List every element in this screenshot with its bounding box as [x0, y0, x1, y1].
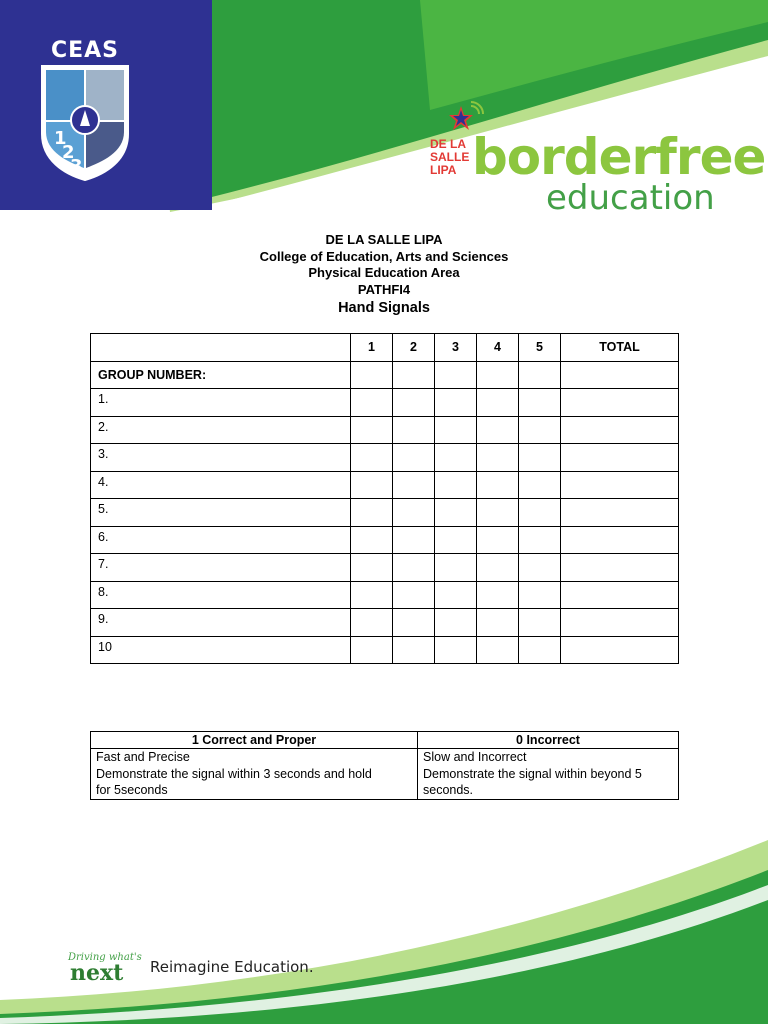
table-row [91, 581, 679, 609]
score-cell[interactable] [477, 361, 519, 389]
score-cell[interactable] [435, 361, 477, 389]
score-cell[interactable] [435, 609, 477, 637]
score-cell[interactable] [351, 389, 393, 417]
row-label: 7. [91, 554, 351, 582]
table-row [91, 389, 679, 417]
document-title: Hand Signals [338, 300, 430, 316]
score-cell[interactable] [477, 499, 519, 527]
score-cell[interactable] [393, 526, 435, 554]
total-cell[interactable] [561, 554, 679, 582]
score-cell[interactable] [435, 444, 477, 472]
score-cell[interactable] [393, 471, 435, 499]
score-cell[interactable] [351, 526, 393, 554]
course-code: PATHFI4 [357, 281, 411, 297]
row-label: 3. [91, 444, 351, 472]
total-cell[interactable] [561, 609, 679, 637]
score-cell[interactable] [393, 499, 435, 527]
score-cell[interactable] [351, 471, 393, 499]
ceas-logo [30, 38, 140, 188]
table-row [91, 471, 679, 499]
college-name: College of Education, Arts and Sciences [259, 248, 509, 264]
rubric-header-correct: 1 Correct and Proper [91, 732, 418, 749]
score-cell[interactable] [393, 416, 435, 444]
score-cell[interactable] [393, 444, 435, 472]
rubric-text: Demonstrate the signal within 3 seconds and hold [96, 766, 372, 781]
rubric-text: for 5seconds [96, 783, 168, 797]
table-row [91, 636, 679, 664]
score-cell[interactable] [519, 609, 561, 637]
score-cell[interactable] [435, 526, 477, 554]
score-table-header-row [91, 334, 679, 362]
rubric-correct-description [91, 749, 418, 800]
score-cell[interactable] [435, 416, 477, 444]
score-cell[interactable] [519, 471, 561, 499]
row-label: 6. [91, 526, 351, 554]
row-label: 9. [91, 609, 351, 637]
score-cell[interactable] [519, 526, 561, 554]
rubric-header-incorrect: 0 Incorrect [418, 732, 679, 749]
header-cell-1: 1 [351, 334, 393, 362]
rubric-incorrect-description [418, 749, 679, 800]
rubric-body-row [91, 749, 679, 800]
score-cell[interactable] [435, 499, 477, 527]
score-cell[interactable] [519, 581, 561, 609]
svg-text:3: 3 [70, 156, 83, 177]
driving-whats-text: Driving what's [68, 952, 142, 963]
score-cell[interactable] [519, 416, 561, 444]
footer-branding [68, 952, 328, 986]
total-cell[interactable] [561, 471, 679, 499]
score-cell[interactable] [393, 609, 435, 637]
ceas-title: CEAS [50, 38, 120, 63]
borderfree-wordmark: borderfree [472, 128, 766, 186]
group-number-row [91, 361, 679, 389]
row-label: 4. [91, 471, 351, 499]
score-cell[interactable] [393, 361, 435, 389]
score-cell[interactable] [519, 389, 561, 417]
header-cell-4: 4 [477, 334, 519, 362]
total-cell[interactable] [561, 416, 679, 444]
row-label: 1. [91, 389, 351, 417]
score-cell[interactable] [351, 554, 393, 582]
header-cell-blank [91, 334, 351, 362]
score-cell[interactable] [393, 636, 435, 664]
total-cell[interactable] [561, 444, 679, 472]
rubric-text: seconds. [423, 783, 474, 797]
table-row [91, 526, 679, 554]
table-row [91, 609, 679, 637]
table-row [91, 554, 679, 582]
total-cell[interactable] [561, 389, 679, 417]
row-label: 5. [91, 499, 351, 527]
score-cell[interactable] [393, 389, 435, 417]
rubric-header-row [91, 732, 679, 749]
score-cell[interactable] [477, 444, 519, 472]
score-cell[interactable] [477, 554, 519, 582]
total-cell[interactable] [561, 499, 679, 527]
score-cell[interactable] [393, 554, 435, 582]
area-name: Physical Education Area [308, 265, 460, 280]
table-row [91, 416, 679, 444]
header-cell-2: 2 [393, 334, 435, 362]
total-cell[interactable] [561, 526, 679, 554]
table-row [91, 444, 679, 472]
score-cell[interactable] [477, 636, 519, 664]
score-cell[interactable] [477, 389, 519, 417]
score-cell[interactable] [477, 581, 519, 609]
rubric-table [90, 731, 679, 800]
score-cell[interactable] [435, 581, 477, 609]
score-cell[interactable] [351, 361, 393, 389]
score-cell[interactable] [477, 609, 519, 637]
score-cell[interactable] [519, 361, 561, 389]
score-cell[interactable] [519, 636, 561, 664]
header-cell-total: TOTAL [561, 334, 679, 362]
score-cell[interactable] [477, 471, 519, 499]
score-cell[interactable] [351, 636, 393, 664]
rubric-text: Demonstrate the signal within beyond 5 [423, 766, 642, 781]
score-cell[interactable] [351, 444, 393, 472]
score-cell[interactable] [393, 581, 435, 609]
score-cell[interactable] [519, 499, 561, 527]
row-label: 2. [91, 416, 351, 444]
score-table [90, 333, 679, 664]
rubric-text: Slow and Incorrect [423, 750, 527, 764]
next-logo-text: next [70, 960, 124, 986]
score-cell[interactable] [351, 499, 393, 527]
score-cell[interactable] [477, 526, 519, 554]
document-header [0, 232, 768, 318]
dlsl-line-1: DE LA [430, 137, 466, 151]
total-cell[interactable] [561, 361, 679, 389]
score-cell[interactable] [477, 416, 519, 444]
score-cell[interactable] [435, 554, 477, 582]
rubric-text: Fast and Precise [96, 750, 190, 764]
dlsl-line-3: LIPA [430, 163, 457, 177]
score-cell[interactable] [435, 636, 477, 664]
score-cell[interactable] [435, 471, 477, 499]
score-cell[interactable] [351, 416, 393, 444]
dlsl-line-2: SALLE [430, 150, 470, 164]
header-cell-5: 5 [519, 334, 561, 362]
row-label: 10 [91, 636, 351, 664]
header-cell-3: 3 [435, 334, 477, 362]
education-wordmark: education [546, 178, 715, 218]
row-label: 8. [91, 581, 351, 609]
table-row [91, 499, 679, 527]
score-cell[interactable] [519, 554, 561, 582]
group-number-label: GROUP NUMBER: [91, 361, 351, 389]
svg-text:2: 2 [62, 142, 75, 163]
total-cell[interactable] [561, 636, 679, 664]
total-cell[interactable] [561, 581, 679, 609]
score-cell[interactable] [519, 444, 561, 472]
ceas-shield-icon [40, 64, 130, 182]
score-cell[interactable] [435, 389, 477, 417]
score-cell[interactable] [351, 581, 393, 609]
score-cell[interactable] [351, 609, 393, 637]
svg-text:1: 1 [54, 128, 67, 149]
institution-name: DE LA SALLE LIPA [325, 232, 443, 247]
borderfree-logo [410, 100, 766, 220]
reimagine-education-tagline: Reimagine Education. [150, 958, 314, 976]
